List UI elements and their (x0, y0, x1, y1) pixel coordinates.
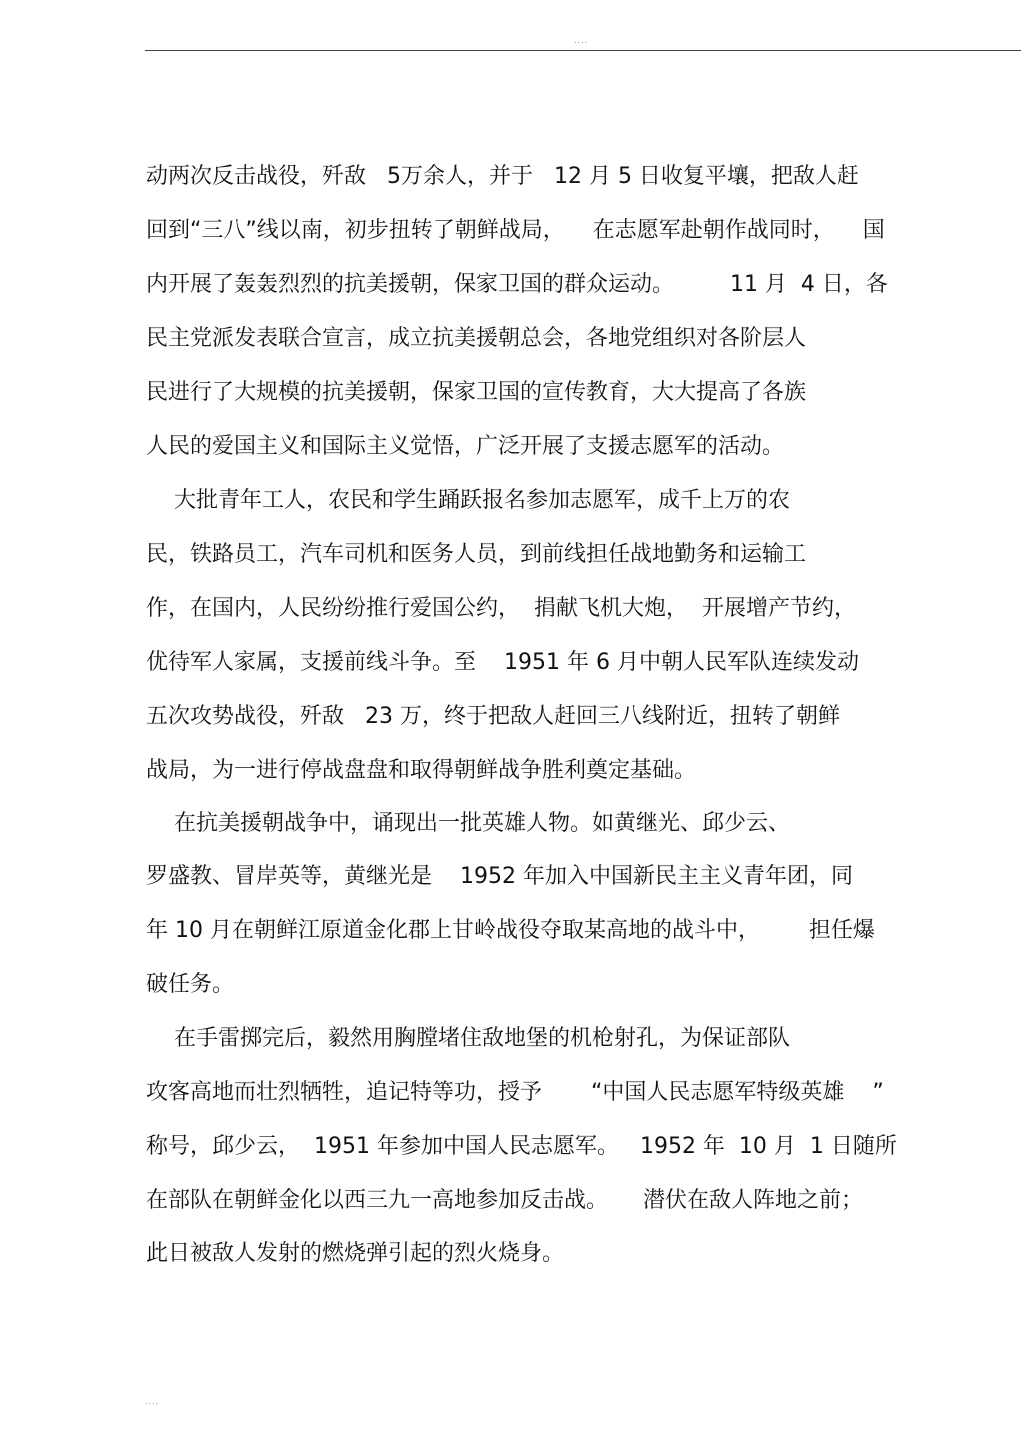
text-line: 作，在国内，人民纷纷推行爱国公约， 捐献飞机大炮， 开展增产节约， (146, 596, 856, 621)
footer-marker: .... (145, 1397, 160, 1406)
text-line: 攻客高地而壮烈牺牲，追记特等功，授予 “中国人民志愿军特级英雄 ” (146, 1080, 884, 1105)
text-line: 在手雷掷完后，毅然用胸膛堵住敌地堡的机枪射孔，为保证部队 (146, 1026, 790, 1051)
text-line: 动两次反击战役，歼敌 5万余人，并于 12 月 5 日收复平壤，把敌人赶 (146, 164, 859, 189)
text-line: 民进行了大规模的抗美援朝，保家卫国的宣传教育，大大提高了各族 (146, 380, 807, 405)
text-line: 称号，邱少云， 1951 年参加中国人民志愿军。 1952 年 10 月 1 日随所 (146, 1134, 897, 1159)
text-line: 五次攻势战役，歼敌 23 万，终于把敌人赶回三八线附近，扭转了朝鲜 (146, 704, 840, 729)
text-line: 内开展了轰轰烈烈的抗美援朝，保家卫国的群众运动。 11 月 4 日，各 (146, 272, 888, 297)
text-line: 在部队在朝鲜金化以西三九一高地参加反击战。 潜伏在敌人阵地之前； (146, 1188, 863, 1213)
text-line: 民主党派发表联合宣言，成立抗美援朝总会，各地党组织对各阶层人 (146, 326, 807, 351)
header-marker: .... (574, 36, 589, 45)
text-line: 破任务。 (146, 972, 235, 997)
text-line: 回到“三八”线以南，初步扭转了朝鲜战局， 在志愿军赴朝作战同时， 国 (146, 218, 885, 243)
text-line: 罗盛教、冒岸英等，黄继光是 1952 年加入中国新民主主义青年团，同 (146, 864, 853, 889)
text-line: 年 10 月在朝鲜江原道金化郡上甘岭战役夺取某高地的战斗中， 担任爆 (146, 918, 875, 943)
text-line: 大批青年工人，农民和学生踊跃报名参加志愿军，成千上万的农 (146, 488, 790, 513)
text-line: 优待军人家属，支援前线斗争。至 1951 年 6 月中朝人民军队连续发动 (146, 650, 859, 675)
text-line: 人民的爱国主义和国际主义觉悟，广泛开展了支援志愿军的活动。 (146, 434, 785, 459)
header-rule (145, 50, 1021, 51)
text-line: 民，铁路员工，汽车司机和医务人员，到前线担任战地勤务和运输工 (146, 542, 807, 567)
text-line: 战局，为一进行停战盘盘和取得朝鲜战争胜利奠定基础。 (146, 758, 697, 783)
text-line: 此日被敌人发射的燃烧弹引起的烈火烧身。 (146, 1241, 565, 1266)
text-line: 在抗美援朝战争中，诵现出一批英雄人物。如黄继光、邱少云、 (146, 811, 790, 836)
